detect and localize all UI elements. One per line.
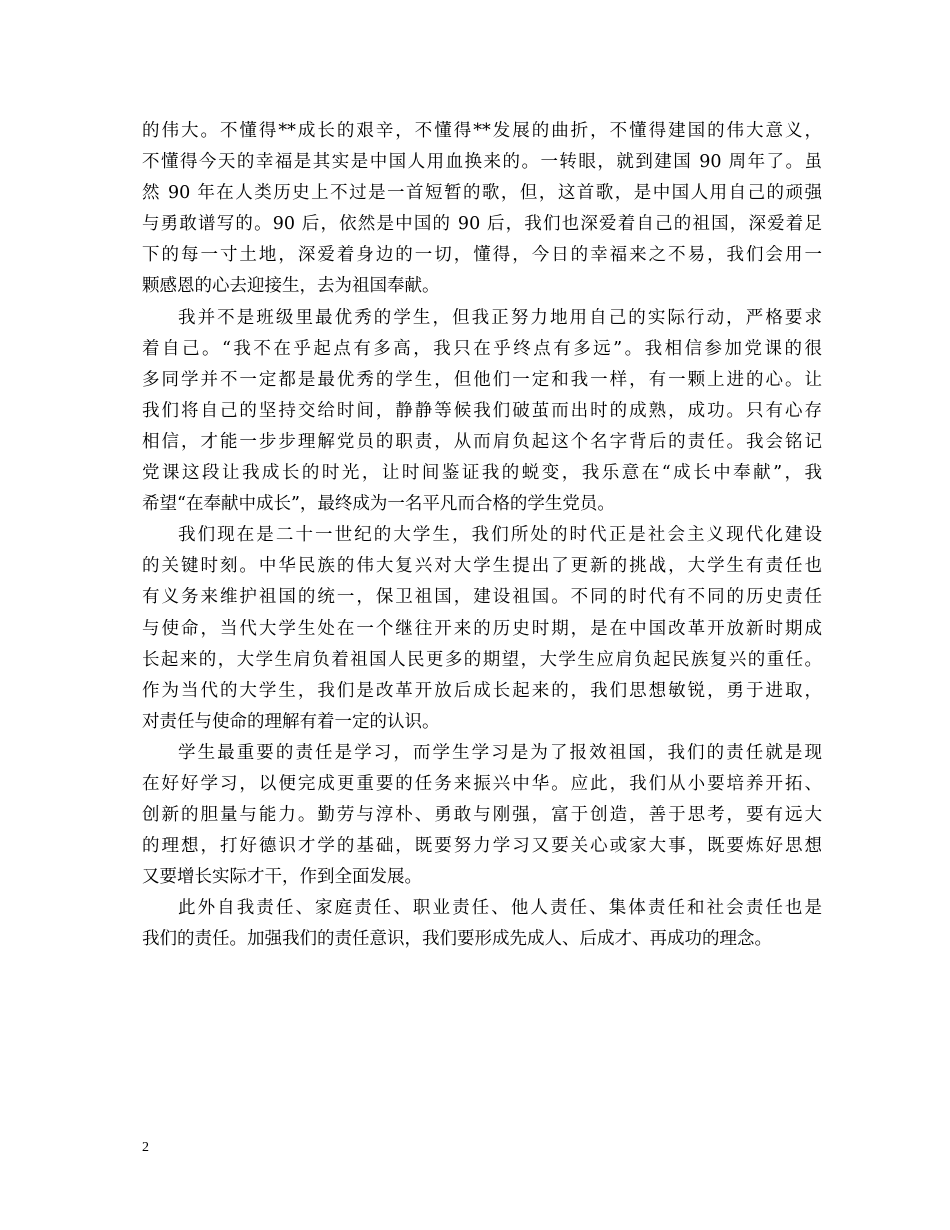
text-line: 我们现在是二十一世纪的大学生，我们所处的时代正是社会主义现代化建设 (178, 525, 822, 546)
text-line: 创新的胆量与能力。勤劳与淳朴、勇敢与刚强，富于创造，善于思考，要有远大 (142, 805, 822, 826)
text-line: 相信，才能一步步理解党员的职责，从而肩负起这个名字背后的责任。我会铭记 (142, 431, 822, 452)
text-line: 学生最重要的责任是学习，而学生学习是为了报效祖国，我们的责任就是现 (178, 742, 822, 763)
text-line: 然 90 年在人类历史上不过是一首短暂的歌，但，这首歌，是中国人用自己的顽强 (142, 183, 822, 204)
text-line: 的伟大。不懂得**成长的艰辛，不懂得**发展的曲折，不懂得建国的伟大意义， (142, 121, 822, 141)
paragraph (142, 893, 822, 955)
text-line: 我们的责任。加强我们的责任意识，我们要形成先成人、后成才、再成功的理念。 (142, 929, 772, 950)
text-line: 着自己。“我不在乎起点有多高，我只在乎终点有多远”。我相信参加党课的很 (142, 338, 822, 359)
paragraph (142, 520, 822, 738)
text-line: 我们将自己的坚持交给时间，静静等候我们破茧而出时的成熟，成功。只有心存 (142, 400, 822, 421)
text-line: 长起来的，大学生肩负着祖国人民更多的期望，大学生应肩负起民族复兴的重任。 (142, 649, 822, 670)
text-line: 与勇敢谱写的。90 后，依然是中国的 90 后，我们也深爱着自己的祖国，深爱着足 (142, 214, 822, 235)
text-line: 作为当代的大学生，我们是改革开放后成长起来的，我们思想敏锐，勇于进取， (142, 680, 822, 701)
text-line: 又要增长实际才干，作到全面发展。 (142, 867, 422, 888)
text-line: 此外自我责任、家庭责任、职业责任、他人责任、集体责任和社会责任也是 (178, 898, 822, 919)
text-line: 党课这段让我成长的时光，让时间鉴证我的蜕变，我乐意在“成长中奉献”，我 (142, 463, 822, 484)
text-line: 在好好学习，以便完成更重要的任务来振兴中华。应此，我们从小要培养开拓、 (142, 773, 822, 794)
text-line: 与使命，当代大学生处在一个继往开来的历史时期，是在中国改革开放新时期成 (142, 618, 822, 639)
paragraph (142, 738, 822, 893)
text-line: 下的每一寸土地，深爱着身边的一切，懂得，今日的幸福来之不易，我们会用一 (142, 245, 822, 266)
document-body (142, 116, 822, 956)
text-line: 不懂得今天的幸福是其实是中国人用血换来的。一转眼，就到建国 90 周年了。虽 (142, 152, 822, 173)
text-line: 颗感恩的心去迎接生，去为祖国奉献。 (142, 276, 440, 297)
paragraph (142, 116, 822, 303)
text-line: 我并不是班级里最优秀的学生，但我正努力地用自己的实际行动，严格要求 (178, 307, 822, 328)
text-line: 多同学并不一定都是最优秀的学生，但他们一定和我一样，有一颗上进的心。让 (142, 369, 822, 390)
text-line: 对责任与使命的理解有着一定的认识。 (142, 711, 440, 732)
text-line: 的关键时刻。中华民族的伟大复兴对大学生提出了更新的挑战，大学生有责任也 (142, 556, 822, 577)
page-number: 2 (142, 1140, 149, 1155)
text-line: 有义务来维护祖国的统一，保卫祖国，建设祖国。不同的时代有不同的历史责任 (142, 587, 822, 608)
paragraph (142, 303, 822, 521)
text-line: 的理想，打好德识才学的基础，既要努力学习又要关心或家大事，既要炼好思想 (142, 836, 822, 857)
text-line: 希望“在奉献中成长”，最终成为一名平凡而合格的学生党员。 (142, 494, 615, 515)
